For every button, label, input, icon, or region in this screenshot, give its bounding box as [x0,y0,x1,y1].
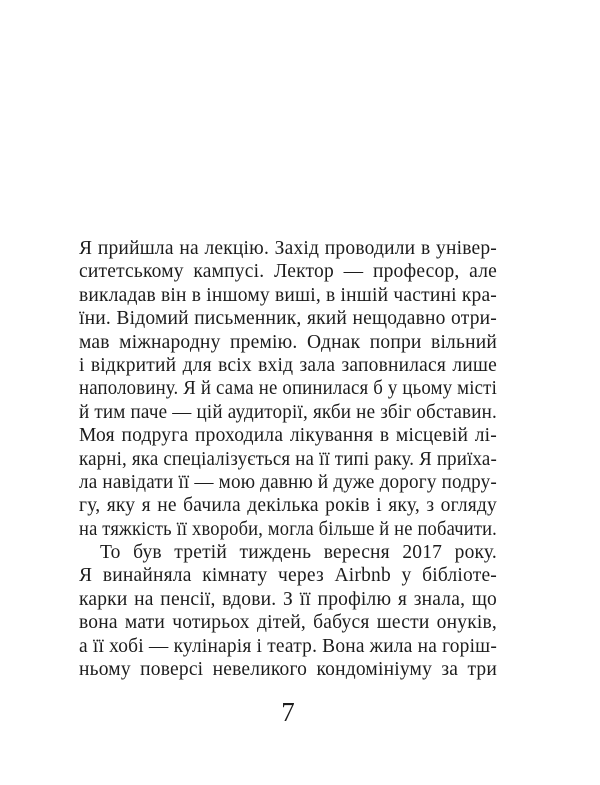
text-line-content: й тим паче — цій аудиторії, якби не збіг обставин. [79,401,497,423]
text-line-content: Я прийшла на лекцію. Захід проводили в універ- [79,238,497,259]
text-line-content: вона мати чотирьох дітей, бабуся шести онуків, [79,612,497,634]
text-line [79,518,497,541]
text-line [79,564,497,587]
text-line-content: а її хобі — кулінарія і театр. Вона жила на горіш- [79,635,497,657]
text-line-paragraph-start [79,541,497,564]
text-line [79,401,497,424]
text-line-content: мав міжнародну премію. Однак попри вільний [79,331,497,353]
text-block [79,237,497,681]
page-number: 7 [281,697,295,727]
text-line-content: карні, яка спеціалізується на її типі раку. Я приїха- [79,448,497,470]
text-line-content: ла навідати її — мою давню й дуже дорогу подру- [79,471,497,493]
text-line [79,588,497,611]
text-line [79,307,497,330]
text-line [79,237,497,260]
text-line-content: їни. Відомий письменник, який нещодавно отри- [79,308,497,330]
text-line [79,635,497,658]
text-line-content: Я винайняла кімнату через Airbnb у бібліоте- [79,565,497,587]
text-line [79,284,497,307]
text-line [79,377,497,400]
text-line [79,424,497,447]
text-line-content: карки на пенсії, вдови. З її профілю я знала, що [79,588,497,610]
text-line-content: гу, яку я не бачила декілька років і яку, з огляду [79,495,497,517]
text-line-content: ньому поверсі невеликого кондомініуму за три [79,659,497,681]
text-line-content: і відкритий для всіх вхід зала заповнилася лише [79,354,497,376]
text-line [79,494,497,517]
text-line [79,658,497,681]
text-line-content: наполовину. Я й сама не опинилася б у цьому місті [79,378,497,400]
text-line-content: викладав він в іншому виші, в іншій частині кра- [79,284,497,306]
text-line [79,260,497,283]
text-line [79,448,497,471]
text-line-content: ситетському кампусі. Лектор — професор, але [79,261,497,283]
text-line-content: на тяжкість її хвороби, могла більше й не побачити. [79,518,497,540]
text-line [79,611,497,634]
text-line [79,331,497,354]
text-line [79,471,497,494]
text-line-content: Моя подруга проходила лікування в місцевій лі- [79,425,497,447]
text-line [79,354,497,377]
text-line-content: То був третій тиждень вересня 2017 року. [100,542,497,564]
